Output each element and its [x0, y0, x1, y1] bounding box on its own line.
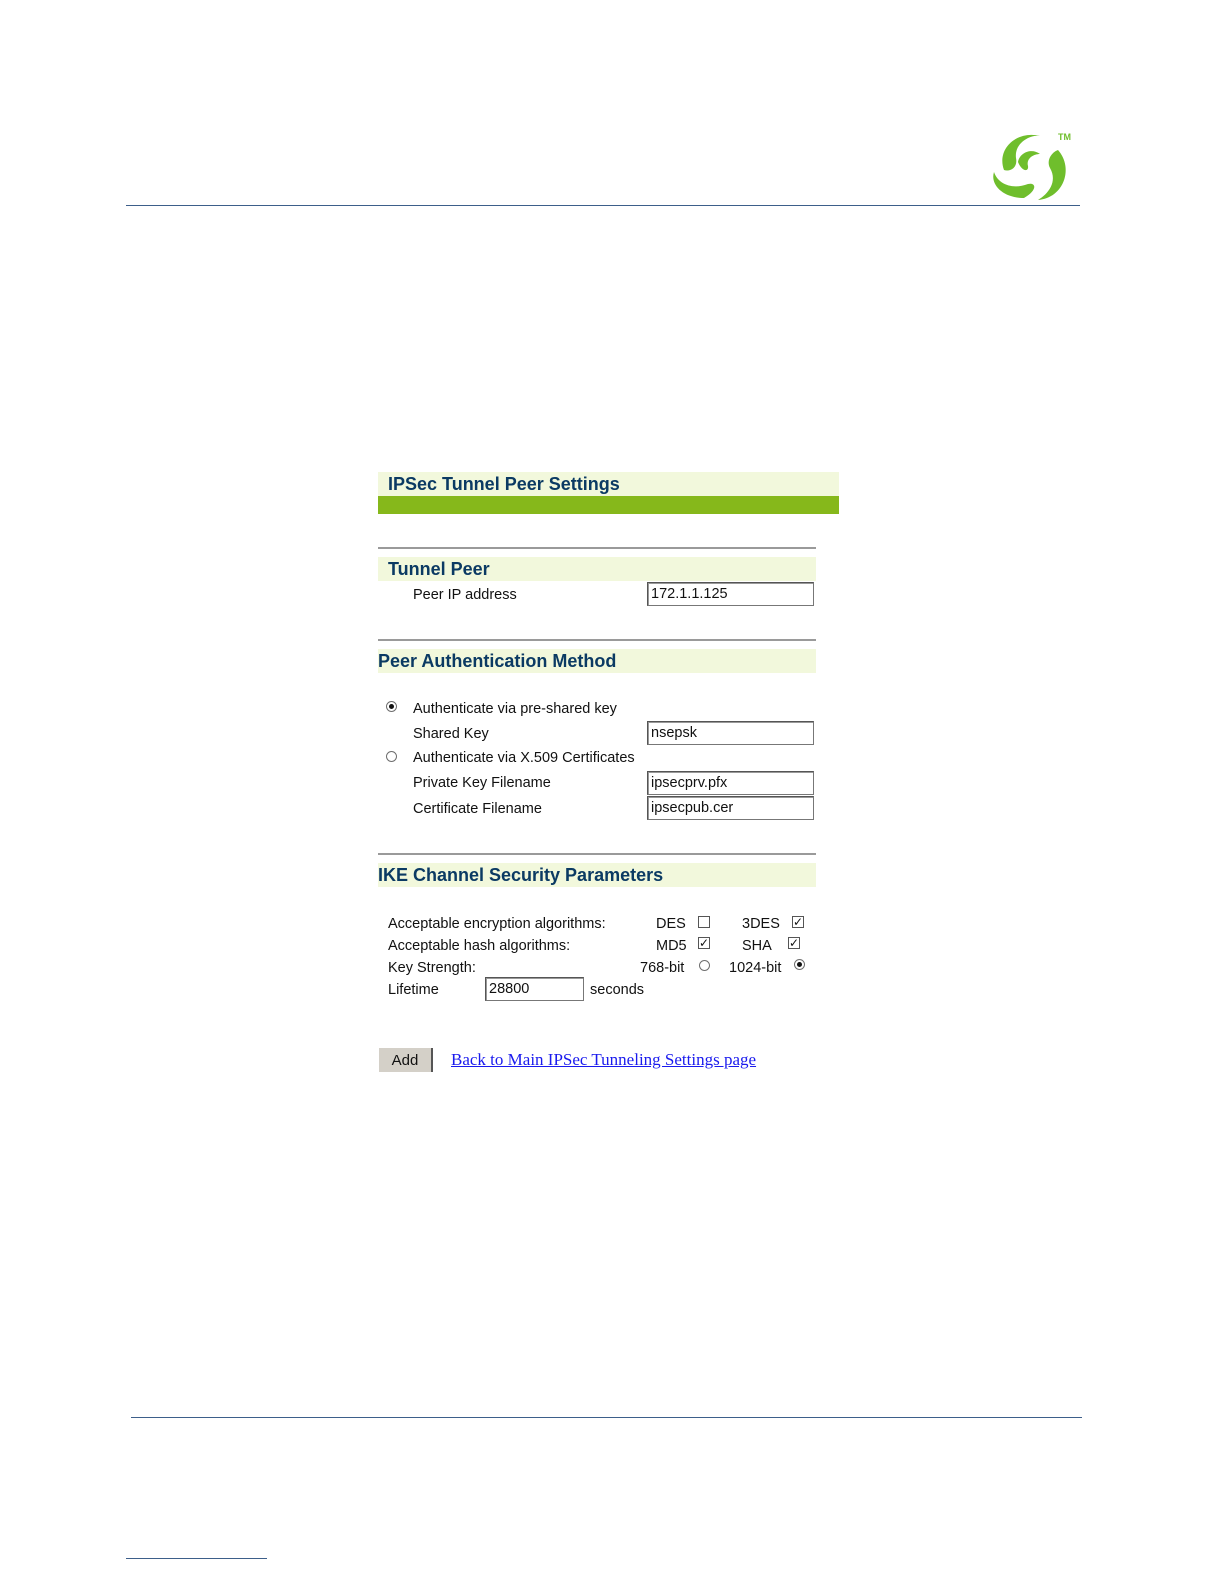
md5-label: MD5: [656, 938, 687, 954]
section-separator: [378, 639, 816, 641]
lifetime-input[interactable]: [485, 977, 584, 1001]
hash-label: Acceptable hash algorithms:: [388, 938, 571, 954]
certificate-label: Certificate Filename: [413, 801, 542, 817]
lifetime-label: Lifetime: [388, 982, 439, 998]
md5-checkbox[interactable]: ✓: [699, 936, 710, 950]
des-checkbox[interactable]: [698, 916, 710, 928]
shared-key-label: Shared Key: [413, 726, 489, 742]
peer-ip-input[interactable]: [647, 582, 814, 606]
section-separator: [378, 547, 816, 549]
x509-option-label: Authenticate via X.509 Certificates: [413, 750, 635, 766]
x509-radio[interactable]: [386, 751, 397, 762]
1024-bit-radio[interactable]: [794, 959, 805, 970]
sha-label: SHA: [742, 938, 772, 954]
tunnel-peer-header: Tunnel Peer: [388, 559, 490, 579]
shared-key-input[interactable]: [647, 721, 814, 745]
section-separator: [378, 853, 816, 855]
3des-checkbox[interactable]: ✓: [793, 915, 804, 929]
3des-label: 3DES: [742, 916, 780, 932]
private-key-label: Private Key Filename: [413, 775, 551, 791]
des-label: DES: [656, 916, 686, 932]
footer-rule: [131, 1417, 1082, 1418]
lifetime-unit-label: seconds: [590, 982, 645, 998]
certificate-input[interactable]: [647, 796, 814, 820]
trademark-label: TM: [1058, 132, 1071, 142]
psk-radio[interactable]: [386, 701, 397, 712]
sha-checkbox[interactable]: ✓: [789, 936, 800, 950]
768-bit-radio[interactable]: [699, 960, 710, 971]
1024-bit-label: 1024-bit: [729, 960, 782, 976]
company-logo: [988, 128, 1078, 204]
private-key-input[interactable]: [647, 771, 814, 795]
ike-params-header: IKE Channel Security Parameters: [378, 865, 664, 885]
header-rule: [126, 205, 1080, 206]
auth-method-header: Peer Authentication Method: [378, 651, 617, 671]
add-button[interactable]: Add: [379, 1048, 433, 1072]
page-title: IPSec Tunnel Peer Settings: [388, 474, 620, 494]
title-accent-bar: [378, 496, 839, 514]
peer-ip-label: Peer IP address: [413, 587, 517, 603]
768-bit-label: 768-bit: [640, 960, 685, 976]
footnote-rule: [126, 1558, 267, 1559]
key-strength-label: Key Strength:: [388, 960, 476, 976]
encryption-label: Acceptable encryption algorithms:: [388, 916, 606, 932]
psk-option-label: Authenticate via pre-shared key: [413, 701, 617, 717]
back-to-main-link[interactable]: Back to Main IPSec Tunneling Settings page: [451, 1050, 757, 1069]
